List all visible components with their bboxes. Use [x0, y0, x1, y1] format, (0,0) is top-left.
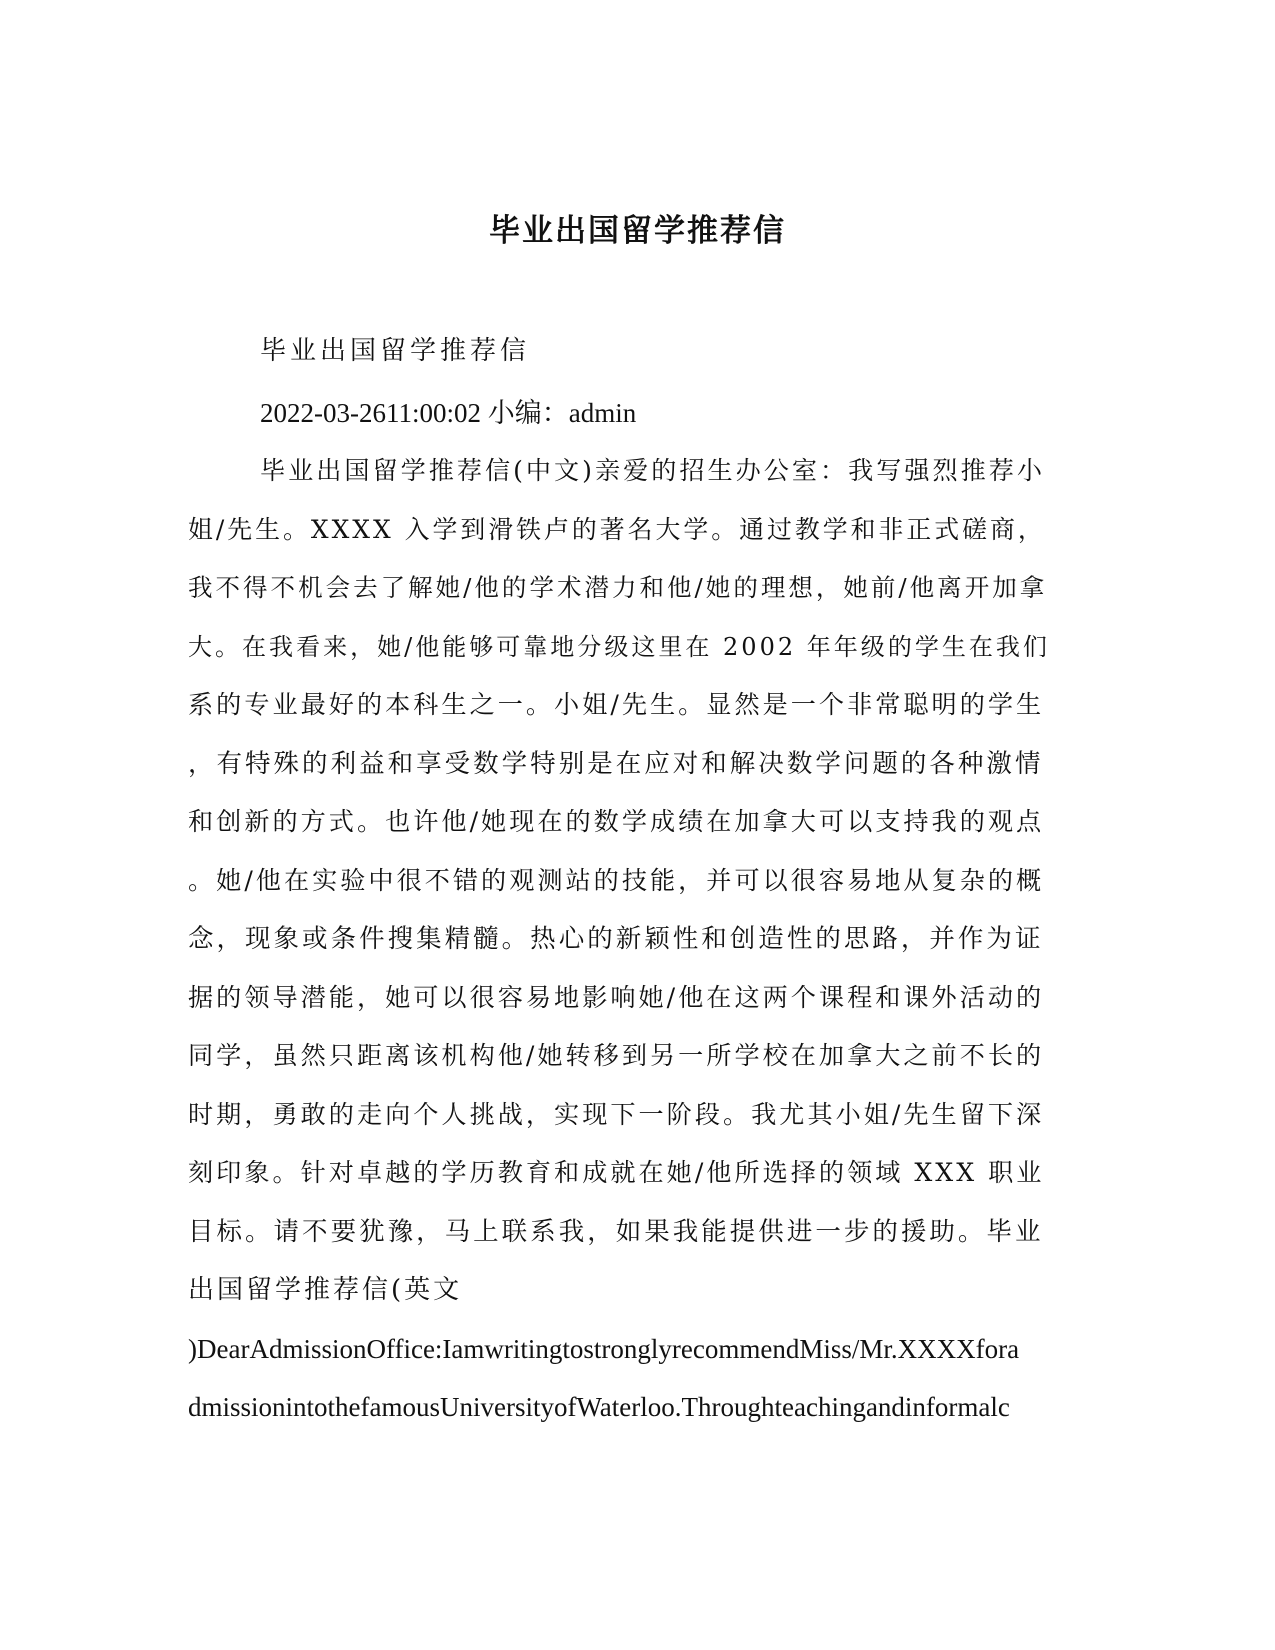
body-line: 姐/先生。XXXX 入学到滑铁卢的著名大学。通过教学和非正式磋商， — [188, 515, 1046, 544]
page-title: 毕业出国留学推荐信 — [489, 213, 786, 249]
document-heading: 毕业出国留学推荐信 — [260, 336, 531, 366]
body-line: 毕业出国留学推荐信(中文)亲爱的招生办公室：我写强烈推荐小 — [260, 456, 1045, 485]
body-line: 和创新的方式。也许他/她现在的数学成绩在加拿大可以支持我的观点 — [188, 807, 1045, 836]
body-line: 时期，勇敢的走向个人挑战，实现下一阶段。我尤其小姐/先生留下深 — [188, 1100, 1045, 1129]
body-line-english: )DearAdmissionOffice:IamwritingtostronglyrecommendMiss/Mr.XXXXfora — [188, 1334, 1020, 1364]
body-line: 出国留学推荐信(英文 — [188, 1275, 463, 1305]
body-line: 据的领导潜能，她可以很容易地影响她/他在这两个课程和课外活动的 — [188, 983, 1045, 1012]
body-line: ，有特殊的利益和享受数学特别是在应对和解决数学问题的各种激情 — [188, 749, 1044, 779]
body-line: 念，现象或条件搜集精髓。热心的新颖性和创造性的思路，并作为证 — [188, 924, 1044, 954]
body-line: 大。在我看来，她/他能够可靠地分级这里在 2002 年年级的学生在我们 — [188, 633, 1050, 661]
body-line: 目标。请不要犹豫，马上联系我，如果我能提供进一步的援助。毕业 — [188, 1217, 1044, 1247]
body-line-english: dmissionintothefamousUniversityofWaterloo.Throughteachingandinformalc — [188, 1392, 1010, 1422]
body-line: 刻印象。针对卓越的学历教育和成就在她/他所选择的领域 XXX 职业 — [188, 1158, 1045, 1187]
document-meta: 2022-03-2611:00:02 小编：admin — [260, 398, 637, 428]
body-line: 我不得不机会去了解她/他的学术潜力和他/她的理想，她前/他离开加拿 — [188, 573, 1048, 602]
body-line: 系的专业最好的本科生之一。小姐/先生。显然是一个非常聪明的学生 — [188, 690, 1045, 719]
body-line: 。她/他在实验中很不错的观测站的技能，并可以很容易地从复杂的概 — [188, 866, 1045, 895]
body-line: 同学，虽然只距离该机构他/她转移到另一所学校在加拿大之前不长的 — [188, 1041, 1045, 1070]
